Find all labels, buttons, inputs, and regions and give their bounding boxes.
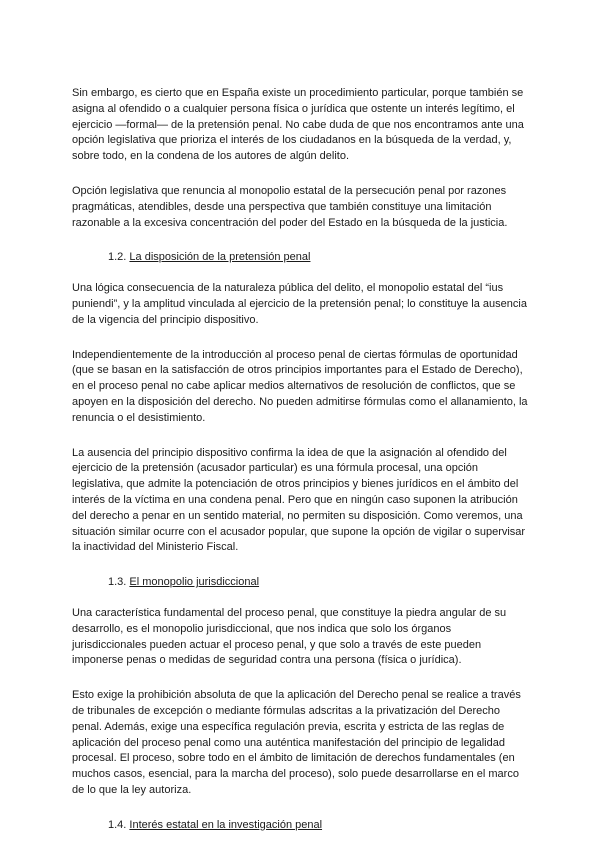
section-number: 1.2. [108,251,127,264]
section-heading-1-2 [72,250,528,266]
section-title: Interés estatal en la investigación penal [129,818,323,831]
section-number: 1.3. [108,576,127,589]
paragraph: Independientemente de la introducción al proceso penal de ciertas fórmulas de oportunidad (que se basan en la satisfacción de otros principios importantes para el Estado de Derecho), en el proceso penal no cabe aplicar medios alternativos de resolución de conflictos, que se apoyen en la disposición del derecho. No pueden admitirse fórmulas como el allanamiento, la renuncia o el desistimiento. [72,348,528,424]
paragraph: Sin embargo, es cierto que en España existe un procedimiento particular, porque también se asigna al ofendido o a cualquier persona física o jurídica que ostente un interés legítimo, el ejercicio —formal— de la pretensión penal. No cabe duda de que nos encontramos ante una opción legislativa que prioriza el interés de los ciudadanos en la búsqueda de la verdad, y, sobre todo, en la condena de los autores de algún delito. [72,87,524,163]
section-title: La disposición de la pretensión penal [129,251,311,264]
section-heading-1-3 [72,575,528,591]
paragraph: La ausencia del principio dispositivo confirma la idea de que la asignación al ofendido del ejercicio de la pretensión (acusador particular) es una fórmula procesal, una opción legislativa, que admite la potenciación de otros principios y bienes jurídicos en el ámbito del interés de la víctima en una condena penal. Pero que en ningún caso suponen la atribución del derecho a penar en un sentido material, no permiten su disposición. Como veremos, una situación similar ocurre con el acusador popular, que supone la opción de vigilar o supervisar la inactividad del Ministerio Fiscal. [72,446,526,554]
section-heading-1-4 [72,818,528,834]
section-number: 1.4. [108,818,127,831]
paragraph: Una lógica consecuencia de la naturaleza pública del delito, el monopolio estatal del “ius puniendi”, y la amplitud vinculada al ejercicio de la pretensión penal; lo constituye la ausencia de la vigencia del principio dispositivo. [72,282,527,326]
section-title: El monopolio jurisdiccional [129,576,260,589]
paragraph: Una característica fundamental del proceso penal, que constituye la piedra angular de su desarrollo, es el monopolio jurisdiccional, que nos indica que solo los órganos jurisdiccionales pueden actuar el proceso penal, y que solo a través de este pueden imponerse penas o medidas de seguridad contra una persona (física o jurídica). [72,606,507,667]
paragraph: Opción legislativa que renuncia al monopolio estatal de la persecución penal por razones pragmáticas, atendibles, desde una perspectiva que también constituye una limitación razonable a la excesiva concentración del poder del Estado en la búsqueda de la justicia. [72,184,508,229]
paragraph: Esto exige la prohibición absoluta de que la aplicación del Derecho penal se realice a través de tribunales de excepción o mediante fórmulas adscritas a la privatización del Derecho penal. Además, exige una específica regulación previa, escrita y estricta de las reglas de aplicación del proceso penal como una auténtica manifestación del principio de legalidad procesal. El proceso, sobre todo en el ámbito de limitación de derechos fundamentales (en muchos casos, esencial, para la marcha del proceso), solo puede desarrollarse en el marco de lo que la ley autoriza. [72,689,521,796]
